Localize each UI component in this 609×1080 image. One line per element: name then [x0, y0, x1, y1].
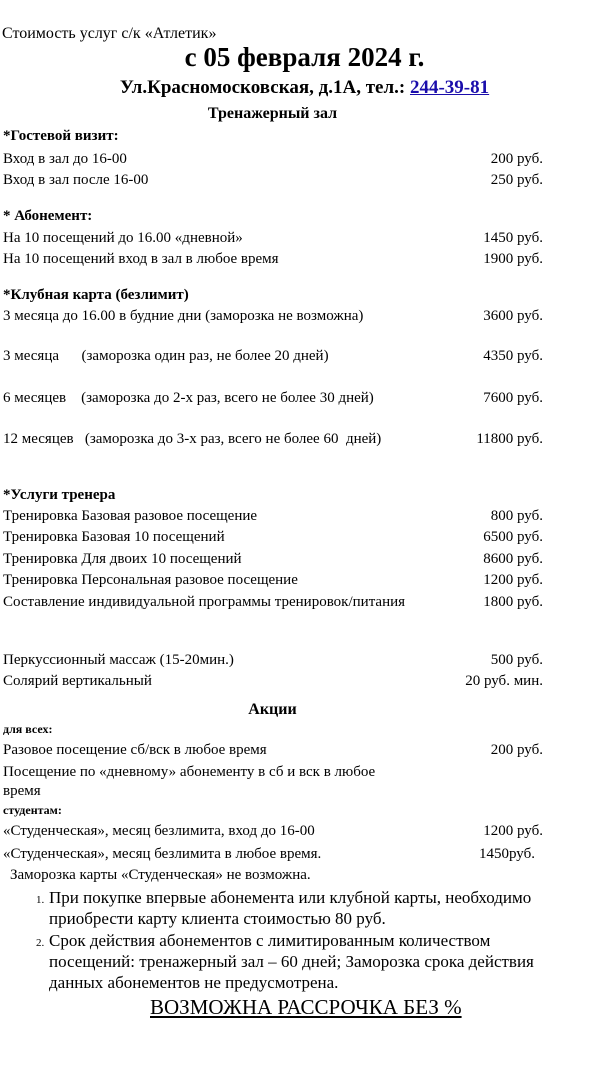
list-item-label: Составление индивидуальной программы тренировок/питания [3, 594, 406, 610]
list-item-price: 3600 руб. [483, 308, 543, 324]
list-item-price: 6500 руб. [483, 529, 543, 545]
club-heading: *Клубная карта (безлимит) [3, 287, 189, 303]
freeze-note: Заморозка карты «Студенческая» не возможна. [10, 867, 311, 883]
note-number: 2. [36, 937, 45, 949]
address-line [0, 76, 609, 100]
note-line: Срок действия абонементов с лимитированным количеством [49, 931, 491, 950]
promo-daily-line2: время [3, 783, 41, 799]
date-heading: с 05 февраля 2024 г. [184, 42, 425, 72]
promo-heading: Акции [248, 701, 297, 718]
list-item-label: Вход в зал после 16-00 [3, 172, 149, 188]
promo-daily-line1: Посещение по «дневному» абонементу в сб и вск в любое [3, 764, 376, 780]
list-item-price: 200 руб. [490, 742, 543, 758]
list-item-label: 6 месяцев (заморозка до 2-х раз, всего не более 30 дней) [3, 390, 374, 406]
list-item-price: 1800 руб. [483, 594, 543, 610]
phone-link[interactable]: 244-39-81 [409, 77, 490, 98]
note-line: При покупке впервые абонемента или клубной карты, необходимо [49, 888, 532, 907]
list-item-price: 20 руб. мин. [465, 673, 543, 689]
list-item-price: 1900 руб. [483, 251, 543, 267]
list-item-price: 7600 руб. [483, 390, 543, 406]
list-item-label: Вход в зал до 16-00 [3, 151, 127, 167]
trainer-heading: *Услуги тренера [3, 487, 116, 503]
promo-all-label: для всех: [3, 722, 53, 736]
list-item-label: «Студенческая», месяц безлимита в любое время. [3, 846, 322, 862]
subscription-heading: * Абонемент: [3, 208, 93, 224]
list-item-label: Солярий вертикальный [3, 673, 152, 689]
note-number: 1. [36, 894, 45, 906]
list-item-label: Разовое посещение сб/вск в любое время [3, 742, 267, 758]
list-item-label: 3 месяца (заморозка один раз, не более 20 дней) [3, 348, 329, 364]
section-title: Тренажерный зал [207, 105, 338, 122]
list-item-label: Тренировка Персональная разовое посещение [3, 572, 298, 588]
list-item-price: 11800 руб. [476, 431, 543, 447]
list-item-price: 8600 руб. [483, 551, 543, 567]
list-item-price: 1450 руб. [483, 230, 543, 246]
list-item-label: Тренировка Базовая разовое посещение [3, 508, 258, 524]
list-item-label: Перкуссионный массаж (15-20мин.) [3, 652, 234, 668]
installment-banner: ВОЗМОЖНА РАССРОЧКА БЕЗ % [150, 995, 462, 1019]
promo-students-label: студентам: [3, 803, 62, 817]
list-item-price: 1200 руб. [483, 572, 543, 588]
list-item-price: 1200 руб. [483, 823, 543, 839]
address-text: Ул.Красномосковская, д.1А, тел.: [119, 77, 410, 98]
list-item-price: 800 руб. [490, 508, 543, 524]
list-item-price: 500 руб. [490, 652, 543, 668]
cost-heading: Стоимость услуг с/к «Атлетик» [2, 25, 217, 42]
list-item-price: 200 руб. [490, 151, 543, 167]
list-item-label: 12 месяцев (заморозка до 3-х раз, всего не более 60 дней) [3, 431, 382, 447]
list-item-label: «Студенческая», месяц безлимита, вход до 16-00 [3, 823, 315, 839]
list-item-label: На 10 посещений до 16.00 «дневной» [3, 230, 243, 246]
list-item-price: 250 руб. [490, 172, 543, 188]
note-line: посещений: тренажерный зал – 60 дней; Заморозка срока действия [49, 952, 534, 971]
list-item-label: 3 месяца до 16.00 в будние дни (заморозка не возможна) [3, 308, 364, 324]
note-line: приобрести карту клиента стоимостью 80 руб. [49, 909, 386, 928]
list-item-price: 1450руб. [479, 846, 535, 862]
list-item-label: На 10 посещений вход в зал в любое время [3, 251, 279, 267]
guest-heading: *Гостевой визит: [3, 128, 119, 144]
note-line: данных абонементов не предусмотрена. [49, 973, 339, 992]
list-item-label: Тренировка Для двоих 10 посещений [3, 551, 242, 567]
list-item-price: 4350 руб. [483, 348, 543, 364]
list-item-label: Тренировка Базовая 10 посещений [3, 529, 225, 545]
